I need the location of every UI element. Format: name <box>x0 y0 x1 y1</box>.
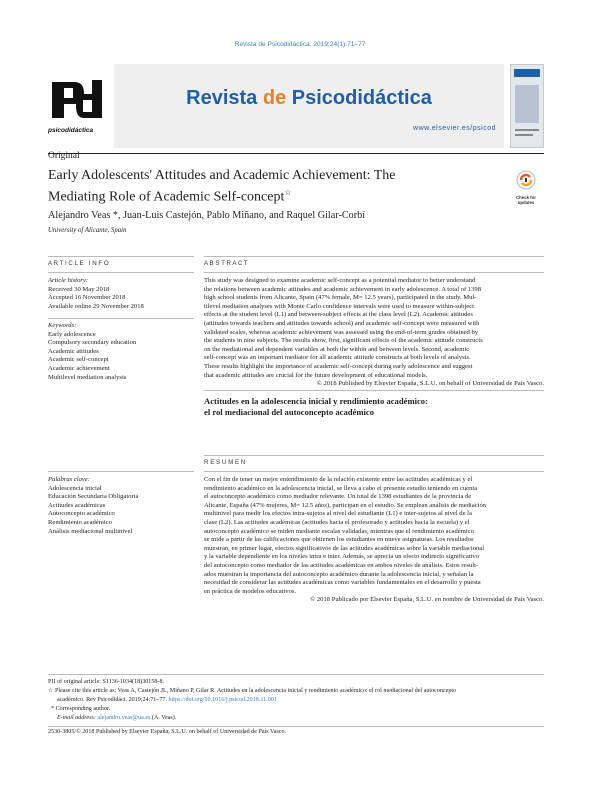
author-affiliation: University of Alicante, Spain <box>48 227 127 234</box>
email-note: E-mail address: alejandro.veas@ua.es (A. Veas). <box>57 715 177 721</box>
publisher-logo <box>48 78 106 134</box>
journal-cover[interactable] <box>510 64 544 148</box>
resumen-line: multinivel para medir los efectos intra-sujetos al nivel del estudiante (L1) e inter-sujetos al nivel de la <box>204 510 472 518</box>
abstract-line: (attitudes towards teachers and attitudes towards school) and academic self-concept were measured with <box>204 319 480 327</box>
article-info-rule <box>48 272 194 273</box>
resumen-heading: R E S U M E N <box>204 459 246 466</box>
resumen-line: necesidad de considerar las actitudes académicas como variables fundamentales en el desarrollo y puesta <box>204 579 481 587</box>
article-history <box>48 277 194 311</box>
corr-star-marker: * <box>51 706 55 712</box>
abstract-line: that academic attitudes are crucial for the future development of educational models. <box>204 371 428 379</box>
cover-banner <box>514 69 540 77</box>
resumen-line: autoconcepto académico se miden mediante escalas validadas, mientras que el rendimiento académico <box>204 527 474 535</box>
abstract-rule <box>204 272 544 273</box>
publisher-logo-text: psicodidáctica <box>48 127 94 134</box>
cover-line <box>515 129 539 131</box>
check-updates-icon <box>516 170 536 190</box>
section-label: Original <box>48 151 80 161</box>
keywords-label: Keywords: <box>48 322 77 329</box>
resumen-line: ados muestran la importancia del autoconcepto académico durante la adolescencia inicial, y señalan la <box>204 570 474 578</box>
journal-title-right: Psicodidáctica <box>286 87 432 109</box>
citation-note-line-2: académico. Rev Psicodidáct. 2019;24:71–77. https://doi.org/10.1016/j.psicod.2018.11.001 <box>57 697 277 703</box>
spanish-title-rule <box>204 390 544 391</box>
issn-line: 2530-3805/© 2018 Published by Elsevier España, S.L.U. on behalf of Universidad de País Vasco. <box>48 729 287 735</box>
keyword-item: Compulsory secondary education <box>48 339 137 347</box>
keywords-rule <box>48 318 194 319</box>
abstract-line: tilevel mediation analyses with Monte Carlo confidence intervals were used to measure within-subject <box>204 302 474 310</box>
article-info-rule <box>48 256 194 257</box>
journal-citation: Revista de Psicodidáctica. 2019;24(1):71–77 <box>234 41 366 48</box>
keywords-block <box>48 322 194 382</box>
keyword-item: Academic attitudes <box>48 347 99 355</box>
email-link[interactable]: alejandro.veas@ua.es <box>97 715 151 721</box>
palabra-clave-item: Educación Secundaria Obligatoria <box>48 493 139 501</box>
check-updates-line-1: Check for <box>516 195 536 200</box>
abstract-line: These results highlight the importance of academic self-concept during early adolescence and suggest <box>204 362 473 370</box>
check-for-updates-badge[interactable] <box>510 170 542 204</box>
history-accepted: Accepted 16 November 2018 <box>48 294 126 302</box>
header-rule <box>48 153 544 154</box>
resumen-line: Con el fin de tener un mejor entendimiento de la relación existente entre las actitudes académicas y el <box>204 476 473 483</box>
abstract-line: validated scales, whereas academic achievement was assessed using the end-of-term grades obtained by <box>204 328 479 336</box>
abstract-body <box>204 277 544 389</box>
spanish-title <box>204 396 544 418</box>
resumen-body <box>204 476 544 605</box>
abstract-copyright: © 2018 Published by Elsevier España, S.L.U. on behalf of Universidad de País Vasco. <box>316 380 544 388</box>
history-online: Available online 29 November 2018 <box>48 302 144 310</box>
issn-rule <box>48 726 544 727</box>
abstract-line: the students in nine subjects. The results show, first, significant effects of the academic attitude constructs <box>204 337 483 345</box>
resumen-line: rendimiento académico en la adolescencia inicial, se lleva a cabo el presente estudio teniendo en cuenta <box>204 484 478 492</box>
footnotes <box>48 678 548 723</box>
keyword-item: Multilevel mediation analysis <box>48 373 127 381</box>
palabra-clave-item: Adolescencia inicial <box>48 484 102 492</box>
pii-note: PII of original article: S1136-1034(18)30158-8. <box>48 679 165 685</box>
keyword-item: Academic self-concept <box>48 356 109 364</box>
abstract-rule <box>204 256 544 257</box>
resumen-copyright: © 2018 Publicado por Elsevier España, S.L.U. en nombre de Universidad de País Vasco. <box>310 596 544 604</box>
author-list: Alejandro Veas *, Juan-Luis Castejón, Pablo Miñano, and Raquel Gilar-Corbí <box>48 210 366 221</box>
palabra-clave-item: Rendimiento académico <box>48 518 112 526</box>
abstract-line: the relations between academic attitudes and academic achievement in early adolescence. A total of 1398 <box>204 285 482 293</box>
resumen-line: el autoconcepto académico como mediador relevante. Un total de 1398 estudiantes de la provincia de <box>204 493 472 501</box>
journal-title[interactable] <box>114 87 504 110</box>
article-title-line-1: Early Adolescents' Attitudes and Academic Achievement: The <box>48 168 396 183</box>
spanish-title-line-2: el rol mediacional del autoconcepto académico <box>204 407 375 417</box>
doi-link[interactable]: https://doi.org/10.1016/j.psicod.2018.11.001 <box>168 697 277 703</box>
palabra-clave-item: Actitudes académicas <box>48 501 106 509</box>
palabras-rule <box>48 471 194 472</box>
resumen-line: se mide a partir de las calificaciones que obtienen los estudiantes en nueve asignaturas. Los resultados <box>204 536 474 544</box>
footnote-rule <box>48 674 544 675</box>
palabras-clave-label: Palabras clave: <box>48 476 90 483</box>
cite-star-marker: ☆ <box>48 688 54 694</box>
citation-note-line-1: ☆ Please cite this article as: Veas A, Castejón JL, Miñano P, Gilar R. Actitudes en la adolescencia inicial y rendimiento académico: el rol mediacional del autoconcepto <box>48 688 457 694</box>
history-label: Article history: <box>48 277 89 284</box>
resumen-rule <box>204 471 544 472</box>
article-info-heading: A R T I C L E I N F O <box>48 260 109 267</box>
history-received: Received 30 May 2018 <box>48 285 110 293</box>
corresponding-author-note: * Corresponding author. <box>51 706 111 712</box>
title-footnote-marker[interactable]: ☆ <box>284 188 292 197</box>
keyword-item: Early adolescence <box>48 330 96 338</box>
cover-line <box>515 134 533 136</box>
abstract-line: self-concept was an important mediator for all academic attitude constructs at both levels of analysis. <box>204 354 471 362</box>
palabra-clave-item: Autoconcepto académico <box>48 510 115 518</box>
keyword-item: Academic achievement <box>48 364 110 372</box>
palabras-clave-block <box>48 476 194 536</box>
article-title-line-2: Mediating Role of Academic Self-concept☆ <box>48 188 292 205</box>
journal-masthead <box>114 64 504 148</box>
resumen-line: del autoconcepto como mediador de las actitudes académicas en ambos niveles de análisis. Estos result- <box>204 561 479 569</box>
resumen-line: en práctica de modelos educativos. <box>204 587 297 595</box>
abstract-line: This study was designed to examine academic self-concept as a potential mediator to better understand <box>204 277 476 284</box>
pd-logo-mark <box>48 78 106 122</box>
abstract-heading: A B S T R A C T <box>204 260 248 267</box>
journal-url[interactable]: www.elsevier.es/psicod <box>413 125 496 132</box>
cover-image <box>515 85 539 123</box>
journal-title-mid: de <box>262 87 287 109</box>
resumen-line: Alicante, España (47% mujeres, M= 12.5 años), participan en el estudio. Se emplean análisis de mediación <box>204 501 487 509</box>
resumen-line: muestran, en primer lugar, efectos significativos de las actitudes académicas sobre la variable mediacional <box>204 544 485 552</box>
abstract-line: effects at the student level (L1) and between-subject effects at the class level (L2). Academic attitudes <box>204 311 473 319</box>
spanish-title-line-1: Actitudes en la adolescencia inicial y rendimiento académico: <box>204 396 428 406</box>
palabra-clave-item: Análisis mediacional multinivel <box>48 527 133 535</box>
abstract-line: high school students from Alicante, Spain (47% female, M= 12.5 years), participated in the study. Mul- <box>204 294 477 302</box>
article-title <box>48 167 488 206</box>
journal-title-left: Revista <box>186 87 263 109</box>
resumen-rule <box>204 455 544 456</box>
resumen-line: clase (L2). Las actitudes académicas (actitudes hacia el profesorado y actitudes hacia la escuela) y el <box>204 518 470 526</box>
abstract-line: on the mediational and dependent variables at both the within and between levels. Second, academic <box>204 345 470 353</box>
resumen-line: y la variable dependiente en los niveles intra e inter. Además, se aprecia un efecto indirecto significativo <box>204 553 480 561</box>
check-updates-line-2: updates <box>517 200 535 205</box>
